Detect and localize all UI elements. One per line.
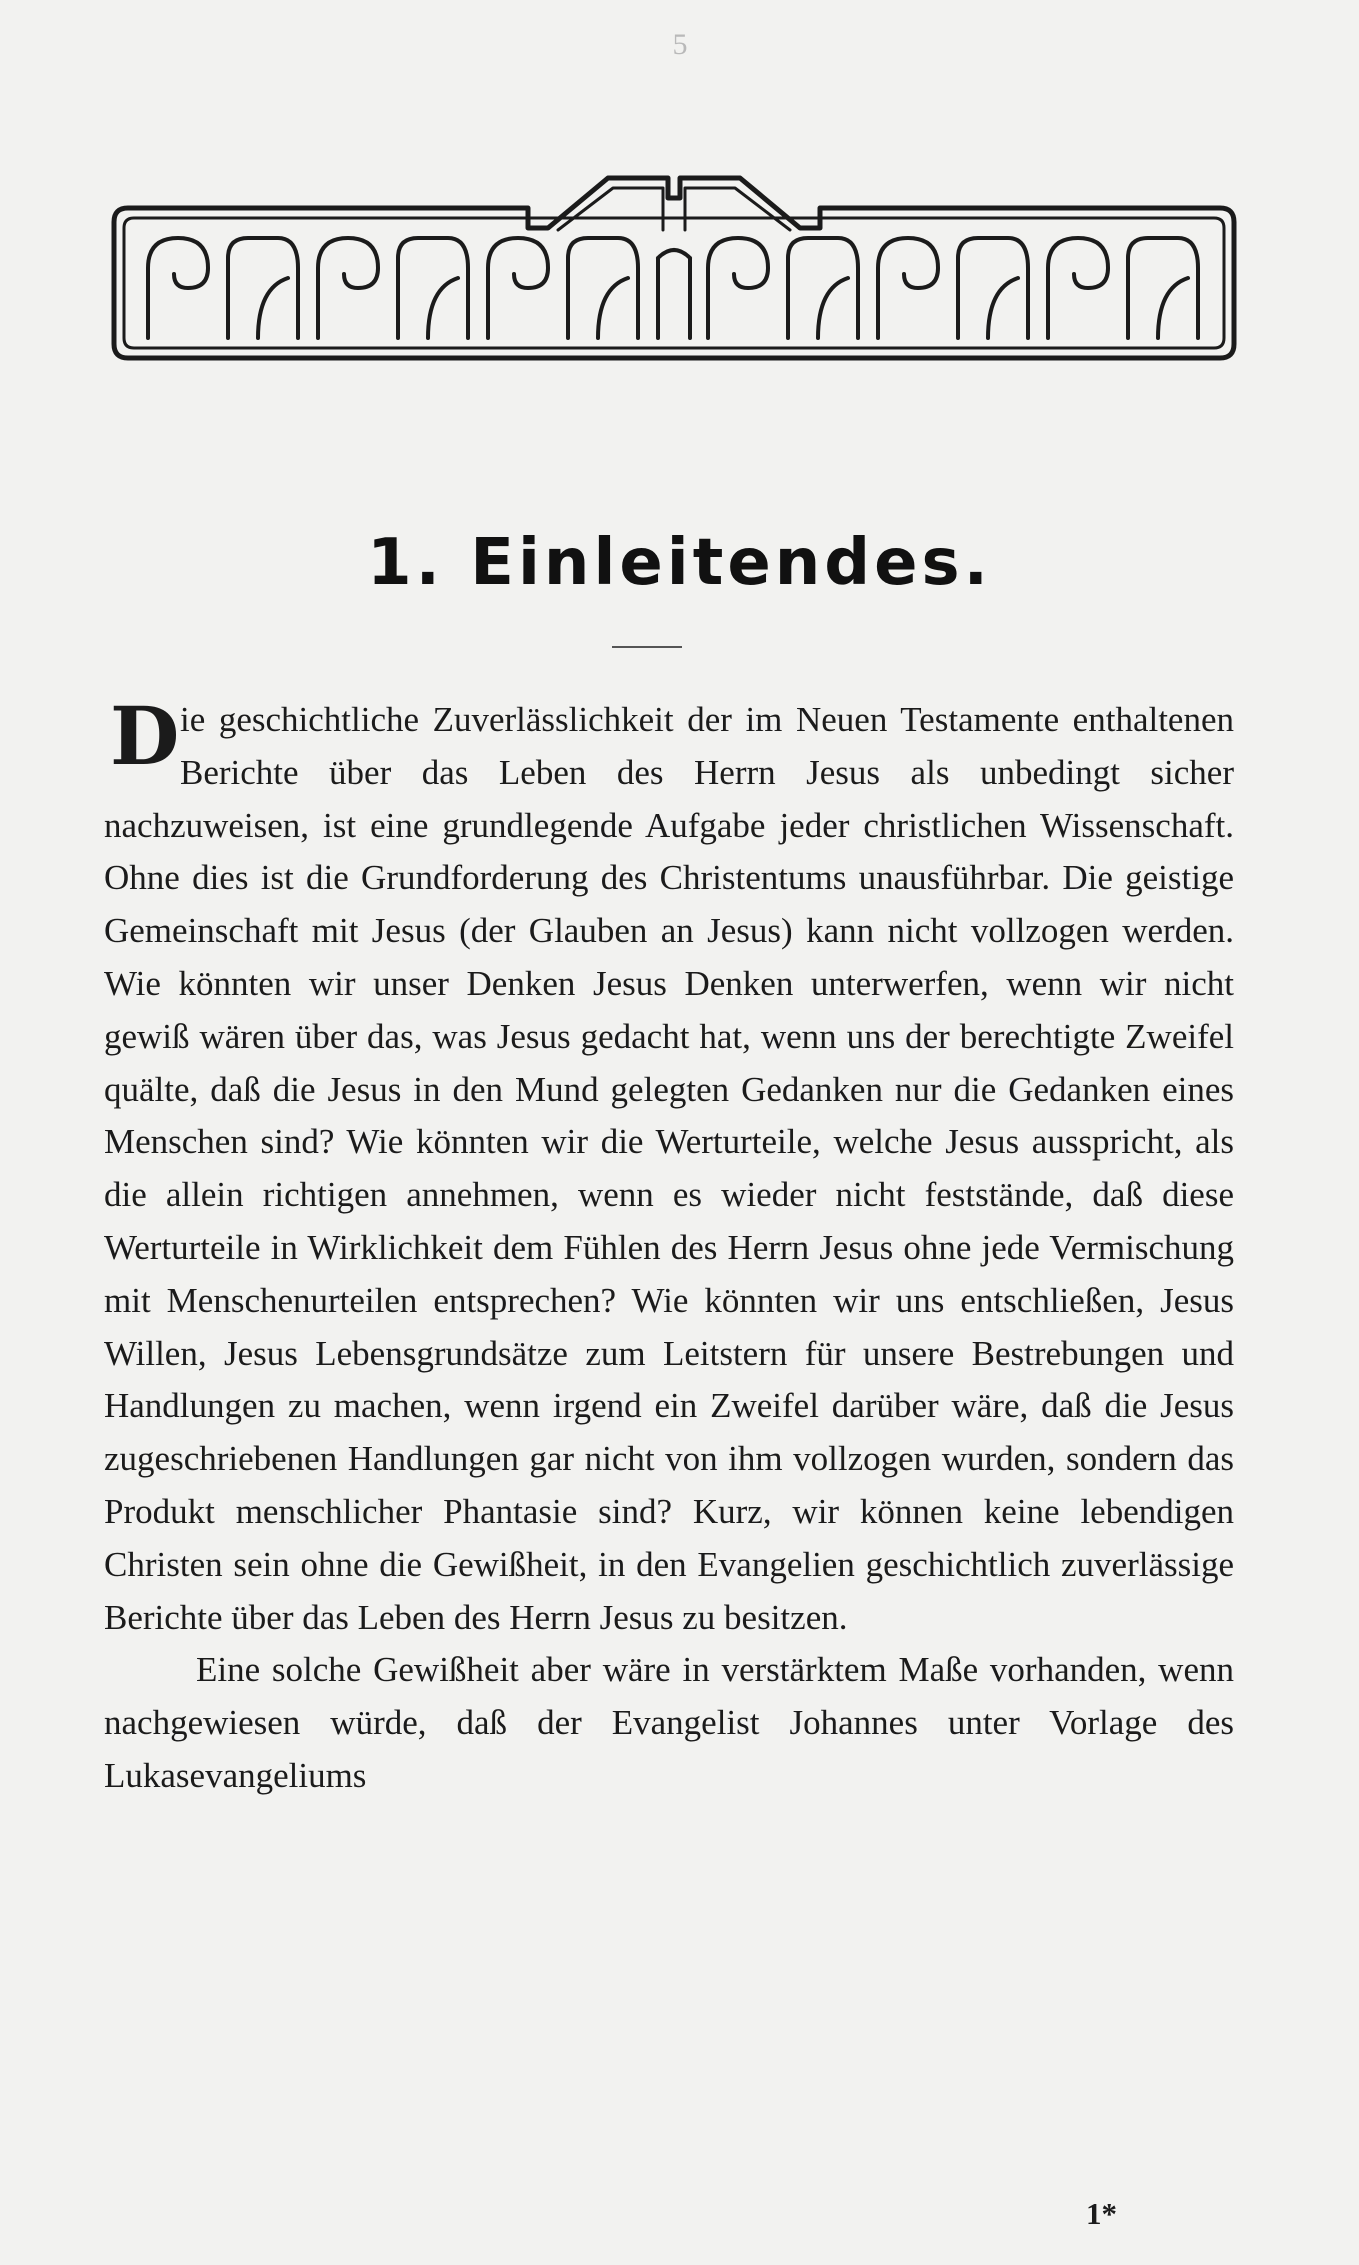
page-number-top: 5 [672, 28, 688, 61]
body-text [104, 689, 1234, 1803]
paragraph-2 [104, 1644, 1234, 1802]
paragraph-2-text: Eine solche Gewißheit aber wäre in verstärktem Maße vorhanden, wenn nachgewiesen würde, daß der Evangelist Johannes unter Vorlage des Lukasevangeliums [104, 1650, 1234, 1795]
decorative-dropcap [104, 689, 180, 783]
chapter-number: 1. [367, 526, 444, 600]
paragraph-1-text: ie geschichtliche Zuverlässlichkeit der im Neuen Testamente enthaltenen Berichte über das Leben des Herrn Jesus als unbedingt sicher nachzuweisen, ist eine grundlegende Aufgabe jeder christlichen Wissenschaft. Ohne dies ist die Grundforderung des Christentums unausführbar. Die geistige Gemeinschaft mit Jesus (der Glauben an Jesus) kann nicht vollzogen werden. Wie könnten wir unser Denken Jesus Denken unterwerfen, wenn wir nicht gewiß wären über das, was Jesus gedacht hat, wenn uns der berechtigte Zweifel quälte, daß die Jesus in den Mund gelegten Gedanken nur die Gedanken eines Menschen sind? Wie könnten wir die Werturteile, welche Jesus ausspricht, als die allein richtigen annehmen, wenn es wieder nicht feststände, daß diese Werturteile in Wirklichkeit dem Fühlen des Herrn Jesus ohne jede Vermischung mit Menschenurteilen entsprechen? Wie könnten wir uns entschließen, Jesus Willen, Jesus Lebensgrundsätze zum Leitstern für unsere Bestrebungen und Handlungen zu machen, wenn irgend ein Zweifel darüber wäre, daß die Jesus zugeschriebenen Handlungen gar nicht von ihm vollzogen wurden, sondern das Produkt menschlicher Phantasie sind? Kurz, wir können keine lebendigen Christen sein ohne die Gewißheit, in den Evangelien geschichtlich zuverlässige Berichte über das Leben des Herrn Jesus zu besitzen. [104, 700, 1234, 1637]
paragraph-1 [104, 689, 1234, 1644]
art-nouveau-headpiece-ornament [108, 158, 1240, 368]
chapter-title: Einleitendes. [470, 526, 992, 600]
heading-rule [612, 646, 682, 648]
chapter-heading [0, 526, 1359, 600]
signature-mark: 1* [1086, 2196, 1117, 2231]
dropcap-letter: D [110, 689, 180, 783]
